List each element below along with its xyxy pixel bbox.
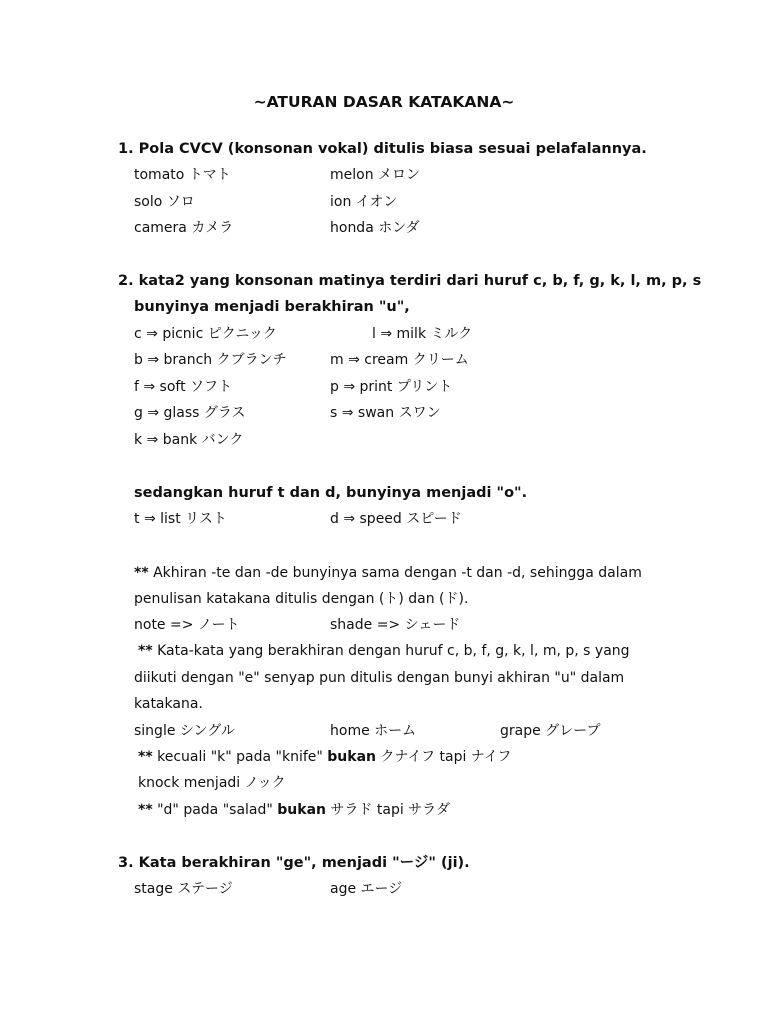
note-3 <box>138 748 511 766</box>
note-2-cont: diikuti dengan "e" senyap pun ditulis dengan bunyi akhiran "u" dalam <box>134 670 625 686</box>
note-text: サラド tapi サラダ <box>325 802 451 818</box>
note-2-cont: katakana. <box>134 696 203 712</box>
example-left: tomato トマト <box>134 167 231 183</box>
example-left: k ⇒ bank バンク <box>134 432 244 448</box>
example-right: age エージ <box>330 881 403 897</box>
example-left: g ⇒ glass グラス <box>134 405 246 421</box>
example-right: l ⇒ milk ミルク <box>372 326 473 342</box>
example-right: d ⇒ speed スピード <box>330 511 462 527</box>
example-right: shade => シェード <box>330 617 461 633</box>
note-text: "d" pada "salad" <box>152 802 278 818</box>
section-2-heading-cont: bunyinya menjadi berakhiran "u", <box>134 299 410 315</box>
note-1-cont: penulisan katakana ditulis dengan (ト) dan (ド). <box>134 591 469 607</box>
example-right: p ⇒ print プリント <box>330 379 453 395</box>
note-text: kecuali "k" pada "knife" <box>152 749 328 765</box>
note-stars: ** <box>138 749 153 765</box>
note-stars: ** <box>138 802 153 818</box>
note-4 <box>138 801 450 819</box>
example-right: melon メロン <box>330 167 421 183</box>
note-text: Kata-kata yang berakhiran dengan huruf c, b, f, g, k, l, m, p, s yang <box>152 643 630 659</box>
example-left: solo ソロ <box>134 194 195 210</box>
example-left: single シングル <box>134 723 235 739</box>
example-right: honda ホンダ <box>330 220 420 236</box>
note-stars: ** <box>134 565 149 581</box>
example-middle: home ホーム <box>330 723 417 739</box>
note-bold: bukan <box>277 802 326 818</box>
note-stars: ** <box>138 643 153 659</box>
example-left: c ⇒ picnic ピクニック <box>134 326 277 342</box>
example-left: t ⇒ list リスト <box>134 511 227 527</box>
note-1 <box>134 564 642 582</box>
note-text: Akhiran -te dan -de bunyinya sama dengan -t dan -d, sehingga dalam <box>148 565 642 581</box>
example-right: m ⇒ cream クリーム <box>330 352 469 368</box>
example-left: note => ノート <box>134 617 240 633</box>
section-1-heading: 1. Pola CVCV (konsonan vokal) ditulis biasa sesuai pelafalannya. <box>118 141 647 157</box>
example-right: grape グレープ <box>500 723 601 739</box>
page-title: ~ATURAN DASAR KATAKANA~ <box>253 93 515 111</box>
example-left: b ⇒ branch クブランチ <box>134 352 287 368</box>
example-left: f ⇒ soft ソフト <box>134 379 233 395</box>
note-bold: bukan <box>327 749 376 765</box>
example-left: stage ステージ <box>134 881 233 897</box>
note-3-cont: knock menjadi ノック <box>138 775 286 791</box>
section-3-heading: 3. Kata berakhiran "ge", menjadi "ージ" (ji). <box>118 855 470 871</box>
example-right: ion イオン <box>330 194 398 210</box>
note-text: クナイフ tapi ナイフ <box>376 749 512 765</box>
example-left: camera カメラ <box>134 220 234 236</box>
note-2 <box>138 642 630 660</box>
td-sub-heading: sedangkan huruf t dan d, bunyinya menjadi "o". <box>134 485 528 501</box>
section-2-heading: 2. kata2 yang konsonan matinya terdiri dari huruf c, b, f, g, k, l, m, p, s <box>118 273 702 289</box>
example-right: s ⇒ swan スワン <box>330 405 441 421</box>
